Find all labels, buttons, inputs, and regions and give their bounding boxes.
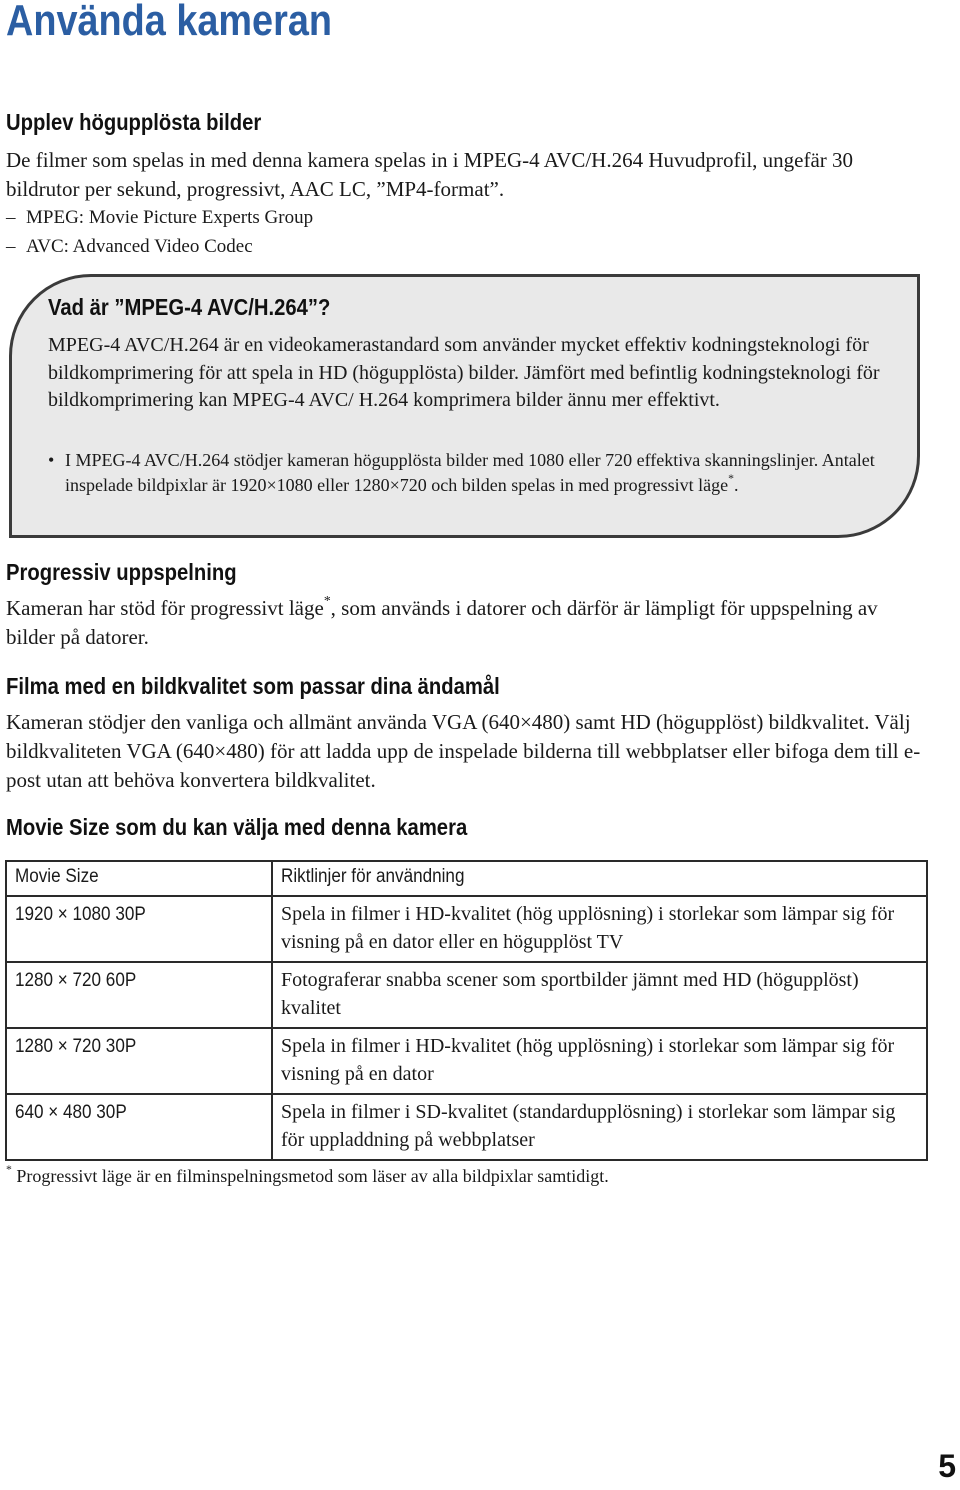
table-row bbox=[6, 1028, 927, 1094]
table-cell-guide: Spela in filmer i SD-kvalitet (standardupplösning) i storlekar som lämpar sig för uppladdning på webbplatser bbox=[272, 1094, 927, 1160]
dash-mark: – bbox=[6, 236, 16, 257]
size-value: 1280 × 720 30P bbox=[15, 1036, 137, 1057]
table-cell-guide: Spela in filmer i HD-kvalitet (hög upplösning) i storlekar som lämpar sig för visning på en dator eller en högupplöst TV bbox=[272, 896, 927, 962]
definition-text: MPEG: Movie Picture Experts Group bbox=[26, 207, 314, 228]
table-cell-size bbox=[6, 962, 272, 1028]
section-heading-progressive: Progressiv uppspelning bbox=[6, 559, 237, 585]
bullet-text-block bbox=[65, 448, 898, 497]
size-value: 1280 × 720 60P bbox=[15, 970, 137, 991]
table-row bbox=[6, 896, 927, 962]
table-cell-size bbox=[6, 1094, 272, 1160]
page-number: 5 bbox=[938, 1448, 956, 1484]
section-text-hd: De filmer som spelas in med denna kamera spelas in i MPEG-4 AVC/H.264 Huvudprofil, ungefär 30 bildrutor per sekund, progressivt, AAC LC, ”MP4-format”. bbox=[6, 148, 854, 201]
definition-text: AVC: Advanced Video Codec bbox=[26, 236, 253, 257]
footnote-mark: * bbox=[6, 1163, 12, 1177]
movie-size-table bbox=[5, 860, 928, 1161]
bullet-text: I MPEG-4 AVC/H.264 stödjer kameran högupplösta bilder med 1080 eller 720 effektiva skanningslinjer. Antalet inspelade bildpixlar är 1920×1080 eller 1280×720 och bilden spelas in med progressivt läge bbox=[65, 450, 875, 495]
section-text-progressive bbox=[6, 594, 911, 652]
info-box-title: Vad är ”MPEG-4 AVC/H.264”? bbox=[48, 294, 331, 320]
footnote bbox=[6, 1162, 609, 1190]
size-value: 1920 × 1080 30P bbox=[15, 904, 146, 925]
header-label: Movie Size bbox=[15, 866, 99, 887]
footnote-reference: * bbox=[728, 471, 734, 485]
table-row bbox=[6, 962, 927, 1028]
size-value: 640 × 480 30P bbox=[15, 1102, 127, 1123]
footnote-text: Progressivt läge är en filminspelningsmetod som läser av alla bildpixlar samtidigt. bbox=[16, 1166, 609, 1186]
section-heading-quality: Filma med en bildkvalitet som passar dina ändamål bbox=[6, 673, 500, 699]
info-box-text: MPEG-4 AVC/H.264 är en videokamerastandard som använder mycket effektiv kodningsteknologi för bildkomprimering för att spela in HD (högupplösta) bilder. Jämfört med befintlig kodningsteknologi för bildkomprimering kan MPEG-4 AVC/ H.264 komprimera bilder ännu mer effektivt. bbox=[48, 334, 880, 411]
bullet-mark: • bbox=[48, 450, 55, 470]
table-cell-size bbox=[6, 896, 272, 962]
progressive-text-end: , som används i datorer och därför är lämpligt för uppspelning av bilder på datorer. bbox=[6, 596, 878, 649]
table-row bbox=[6, 1094, 927, 1160]
table-cell-guide: Spela in filmer i HD-kvalitet (hög upplösning) i storlekar som lämpar sig för visning på en dator bbox=[272, 1028, 927, 1094]
table-cell-guide: Fotograferar snabba scener som sportbilder jämnt med HD (högupplöst) kvalitet bbox=[272, 962, 927, 1028]
page-title: Använda kameran bbox=[6, 0, 332, 45]
definition-mpeg bbox=[6, 206, 313, 230]
section-text-quality: Kameran stödjer den vanliga och allmänt använda VGA (640×480) samt HD (högupplöst) bildkvalitet. Välj bildkvaliteten VGA (640×480) för att ladda upp de inspelade bilderna till webbplatser eller bifoga dem till e-post utan att behöva konvertera bildkvalitet. bbox=[6, 710, 921, 792]
table-header-guide bbox=[272, 861, 927, 896]
table-cell-size bbox=[6, 1028, 272, 1094]
header-label: Riktlinjer för användning bbox=[281, 866, 465, 887]
section-heading-sizes: Movie Size som du kan välja med denna kamera bbox=[6, 814, 468, 840]
table-header-row bbox=[6, 861, 927, 896]
section-heading-hd: Upplev högupplösta bilder bbox=[6, 109, 262, 135]
table-header-size bbox=[6, 861, 272, 896]
footnote-reference: * bbox=[323, 592, 331, 608]
info-box-bullet bbox=[48, 448, 898, 497]
bullet-end: . bbox=[734, 474, 739, 495]
dash-mark: – bbox=[6, 207, 16, 228]
definition-avc bbox=[6, 235, 253, 259]
progressive-text-start: Kameran har stöd för progressivt läge bbox=[6, 596, 324, 620]
